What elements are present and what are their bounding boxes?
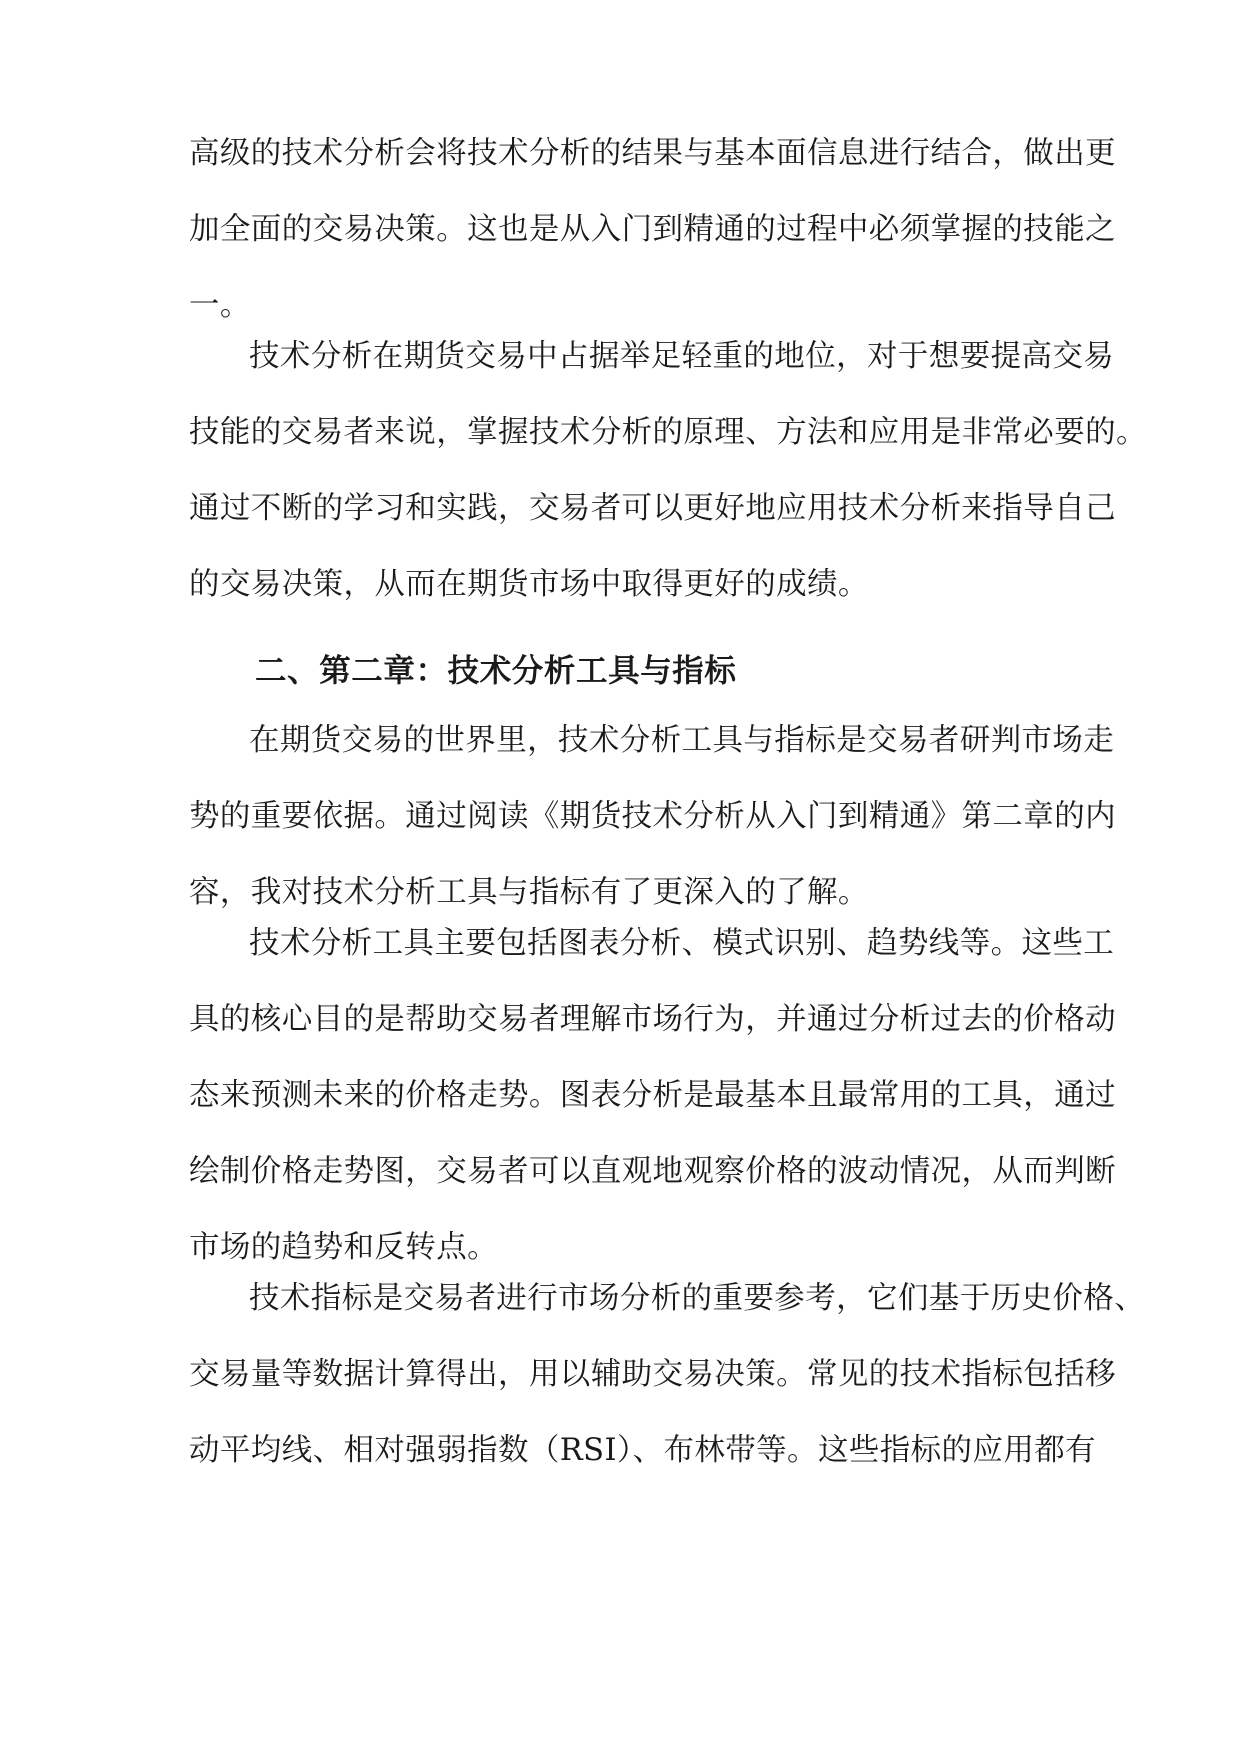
paragraph-line: 通过不断的学习和实践，交易者可以更好地应用技术分析来指导自己 xyxy=(189,491,1116,526)
paragraph-line: 交易量等数据计算得出，用以辅助交易决策。常见的技术指标包括移 xyxy=(189,1357,1116,1392)
paragraph-line: 的交易决策，从而在期货市场中取得更好的成绩。 xyxy=(189,567,869,602)
paragraph-line: 动平均线、相对强弱指数（RSI）、布林带等。这些指标的应用都有 xyxy=(189,1433,1097,1468)
paragraph-line: 具的核心目的是帮助交易者理解市场行为，并通过分析过去的价格动 xyxy=(189,1002,1116,1037)
paragraph-line: 加全面的交易决策。这也是从入门到精通的过程中必须掌握的技能之 xyxy=(189,212,1116,247)
paragraph-line: 绘制价格走势图，交易者可以直观地观察价格的波动情况，从而判断 xyxy=(189,1154,1116,1189)
paragraph-line: 高级的技术分析会将技术分析的结果与基本面信息进行结合，做出更 xyxy=(189,136,1116,171)
paragraph-line: 市场的趋势和反转点。 xyxy=(189,1230,498,1265)
paragraph-line: 态来预测未来的价格走势。图表分析是最基本且最常用的工具，通过 xyxy=(189,1078,1116,1113)
paragraph-line: 技术分析在期货交易中占据举足轻重的地位，对于想要提高交易 xyxy=(249,339,1115,374)
paragraph-line: 在期货交易的世界里，技术分析工具与指标是交易者研判市场走 xyxy=(249,723,1115,758)
paragraph-line: 技能的交易者来说，掌握技术分析的原理、方法和应用是非常必要的。 xyxy=(189,415,1147,450)
paragraph-line: 技术分析工具主要包括图表分析、模式识别、趋势线等。这些工 xyxy=(249,926,1115,961)
section-heading: 二、第二章：技术分析工具与指标 xyxy=(255,653,737,689)
paragraph-line: 一。 xyxy=(189,288,251,323)
paragraph-line: 容，我对技术分析工具与指标有了更深入的了解。 xyxy=(189,875,869,910)
paragraph-line: 势的重要依据。通过阅读《期货技术分析从入门到精通》第二章的内 xyxy=(189,799,1116,834)
paragraph-line: 技术指标是交易者进行市场分析的重要参考，它们基于历史价格、 xyxy=(249,1281,1146,1316)
